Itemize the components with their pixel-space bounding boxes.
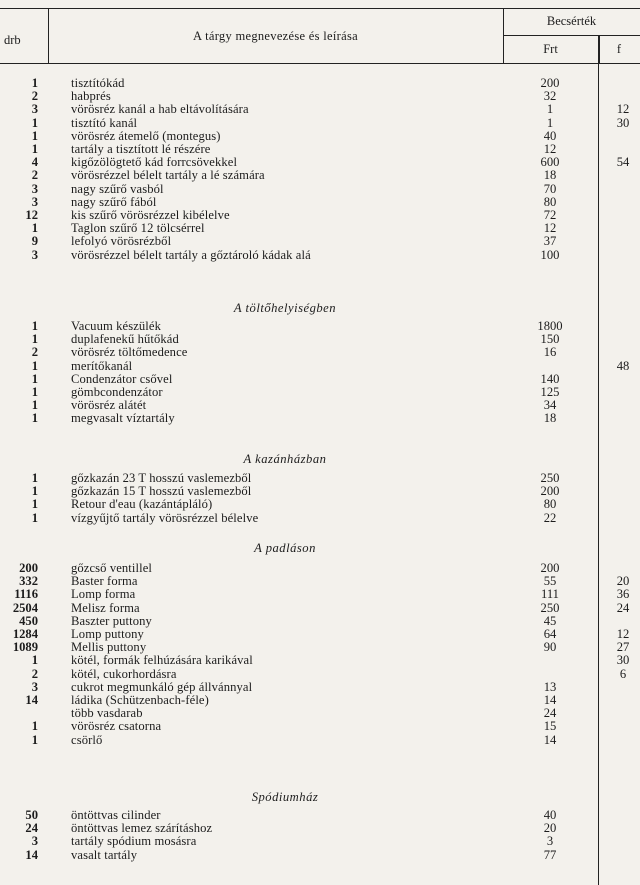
row-description: gömbcondenzátor: [71, 385, 163, 399]
row-value-frt: 250: [540, 471, 560, 485]
row-value-f: 27: [616, 640, 630, 655]
description-column-header: A tárgy megnevezése és leírása: [193, 29, 358, 43]
row-value-frt: 22: [543, 510, 557, 525]
row-description: Condenzátor csővel: [71, 371, 173, 386]
row-qty: 14: [25, 847, 38, 862]
row-qty: 3: [31, 247, 38, 262]
row-value-frt: 24: [543, 706, 557, 721]
row-value-frt: 80: [543, 497, 557, 512]
row-qty: 24: [25, 821, 38, 836]
row-description: habprés: [71, 89, 111, 104]
row-qty: 3: [31, 194, 38, 209]
row-description: vörösrézzel bélelt tartály a lé számára: [71, 168, 265, 183]
row-value-frt: 37: [543, 234, 557, 249]
row-qty: 1: [31, 411, 38, 426]
row-description: gőzkazán 15 T hosszú vaslemezből: [71, 484, 252, 499]
row-value-frt: 1: [546, 115, 554, 130]
row-value-frt: 12: [543, 221, 557, 236]
row-description: tisztító kanál: [71, 115, 138, 130]
row-qty: 14: [25, 693, 38, 707]
row-value-frt: 150: [540, 332, 560, 347]
row-qty: 1: [31, 128, 38, 143]
row-value-frt: 64: [543, 627, 557, 641]
row-value-f: 12: [616, 627, 630, 641]
row-description: lefolyó vörösrézből: [71, 234, 172, 249]
row-value-frt: 16: [543, 345, 557, 360]
row-value-frt: 3: [546, 834, 554, 849]
row-qty: 2: [31, 345, 38, 360]
row-description: kötél, cukorhordásra: [71, 666, 177, 681]
row-qty: 1: [31, 398, 38, 413]
row-description: vasalt tartály: [71, 847, 138, 862]
row-value-frt: 90: [543, 640, 557, 655]
row-value-frt: 14: [543, 693, 557, 707]
row-qty: 1: [31, 484, 38, 499]
row-value-frt: 250: [540, 600, 560, 615]
row-description: öntöttvas cilinder: [71, 808, 161, 822]
row-description: Lomp forma: [71, 587, 136, 602]
row-description: kötél, formák felhúzására karikával: [71, 653, 253, 668]
row-description: nagy szűrő vasból: [71, 181, 164, 196]
row-qty: 1: [31, 142, 38, 156]
row-qty: 200: [19, 561, 38, 575]
qty-column-header: drb: [4, 33, 21, 47]
row-description: vörösréz csatorna: [71, 719, 162, 734]
row-value-frt: 140: [540, 371, 560, 386]
row-value-frt: 100: [540, 247, 560, 262]
row-qty: 2: [31, 666, 38, 681]
row-value-frt: 34: [543, 398, 557, 413]
row-value-frt: 1800: [537, 319, 563, 333]
row-qty: 1: [31, 385, 38, 399]
row-qty: 2: [31, 89, 38, 104]
row-value-f: 36: [616, 587, 630, 602]
row-description: Melisz forma: [71, 600, 140, 615]
row-description: gőzcső ventillel: [71, 561, 152, 575]
row-description: Baszter puttony: [71, 613, 152, 628]
row-qty: 4: [31, 155, 38, 170]
row-qty: 3: [31, 102, 38, 117]
row-qty: 1: [31, 497, 38, 512]
row-qty: 1: [31, 115, 38, 130]
row-qty: 1: [31, 76, 38, 90]
row-value-frt: 111: [541, 587, 559, 602]
row-description: Lomp puttony: [71, 627, 144, 641]
row-description: nagy szűrő fából: [71, 194, 157, 209]
row-description: Mellis puttony: [71, 640, 147, 655]
row-qty: 1: [31, 319, 38, 333]
row-value-frt: 200: [540, 76, 560, 90]
row-value-frt: 12: [543, 142, 557, 156]
row-description: vörösréz átemelő (montegus): [71, 128, 221, 143]
row-qty: 450: [19, 613, 38, 628]
row-description: Vacuum készülék: [71, 319, 161, 333]
row-value-frt: 32: [543, 89, 557, 104]
row-description: vörösréz kanál a hab eltávolítására: [71, 102, 249, 117]
row-value-f: 54: [616, 155, 630, 170]
section-heading: A padláson: [254, 541, 316, 555]
row-value-f: 20: [616, 574, 630, 589]
row-qty: 1284: [12, 627, 38, 641]
row-value-frt: 20: [543, 821, 557, 836]
row-value-frt: 40: [543, 128, 557, 143]
row-value-frt: 40: [543, 808, 557, 822]
row-description: megvasalt víztartály: [71, 411, 175, 426]
row-value-f: 30: [616, 115, 630, 130]
row-value-frt: 18: [543, 168, 557, 183]
row-value-frt: 13: [543, 679, 557, 694]
row-qty: 1: [31, 653, 38, 668]
row-qty: 12: [25, 208, 38, 222]
row-description: kis szűrő vörösrézzel kibélelve: [71, 208, 230, 222]
row-qty: 1116: [14, 587, 38, 602]
section-heading: A töltőhelyiségben: [233, 301, 337, 315]
row-value-frt: 70: [543, 181, 557, 196]
row-value-frt: 72: [543, 208, 557, 222]
row-qty: 3: [31, 679, 38, 694]
row-description: vörösrézzel bélelt tartály a gőztároló kádak alá: [71, 247, 311, 262]
row-value-frt: 18: [543, 411, 557, 426]
row-qty: 1: [31, 221, 38, 236]
row-description: Retour d'eau (kazántápláló): [71, 497, 213, 512]
row-value-frt: 600: [540, 155, 560, 170]
row-description: tartály spódium mosásra: [71, 834, 197, 849]
row-description: Baster forma: [71, 574, 138, 589]
row-qty: 1: [31, 332, 38, 347]
row-qty: 3: [31, 181, 38, 196]
row-description: cukrot megmunkáló gép állvánnyal: [71, 679, 253, 694]
estimate-column-header: Becsérték: [546, 14, 597, 28]
row-value-frt: 14: [543, 732, 557, 747]
row-qty: 1: [31, 732, 38, 747]
row-value-frt: 125: [540, 385, 560, 399]
row-description: vízgyűjtő tartály vörösrézzel bélelve: [71, 510, 259, 525]
row-qty: 2504: [12, 600, 38, 615]
row-value-frt: 77: [543, 847, 557, 862]
row-value-frt: 80: [543, 194, 557, 209]
row-value-f: 12: [616, 102, 630, 117]
row-description: merítőkanál: [71, 358, 133, 373]
row-description: több vasdarab: [71, 706, 143, 721]
row-value-f: 30: [616, 653, 630, 668]
row-description: vörösréz alátét: [71, 398, 147, 413]
row-qty: 332: [19, 574, 38, 589]
row-description: gőzkazán 23 T hosszú vaslemezből: [71, 471, 252, 485]
row-qty: 3: [31, 834, 38, 849]
row-qty: 1: [31, 471, 38, 485]
row-value-frt: 55: [543, 574, 557, 589]
row-value-f: 6: [619, 666, 627, 681]
row-value-frt: 1: [546, 102, 554, 117]
row-description: öntöttvas lemez szárításhoz: [71, 821, 213, 836]
row-value-f: 24: [616, 600, 630, 615]
row-description: Taglon szűrő 12 tölcsérrel: [71, 221, 205, 236]
row-value-frt: 200: [540, 484, 560, 499]
row-description: tisztítókád: [71, 76, 125, 90]
row-qty: 1089: [12, 640, 38, 655]
row-description: kigőzölögtető kád forrcsövekkel: [71, 155, 238, 170]
row-description: csörlő: [71, 732, 103, 747]
row-value-f: 48: [616, 358, 630, 373]
section-heading: A kazánházban: [243, 452, 327, 466]
row-qty: 1: [31, 371, 38, 386]
section-heading: Spódiumház: [251, 790, 319, 804]
row-qty: 2: [31, 168, 38, 183]
row-value-frt: 45: [543, 613, 557, 628]
f-column-header: f: [616, 42, 622, 56]
frt-column-header: Frt: [543, 42, 558, 56]
row-description: duplafenekű hűtőkád: [71, 332, 179, 347]
row-description: ládika (Schützenbach-féle): [71, 693, 209, 707]
row-description: vörösréz töltőmedence: [71, 345, 188, 360]
row-qty: 1: [31, 510, 38, 525]
row-value-frt: 15: [543, 719, 557, 734]
row-value-frt: 200: [540, 561, 560, 575]
row-qty: 9: [31, 234, 38, 249]
row-qty: 1: [31, 719, 38, 734]
row-qty: 50: [25, 808, 38, 822]
row-description: tartály a tisztított lé részére: [71, 142, 211, 156]
row-qty: 1: [31, 358, 38, 373]
